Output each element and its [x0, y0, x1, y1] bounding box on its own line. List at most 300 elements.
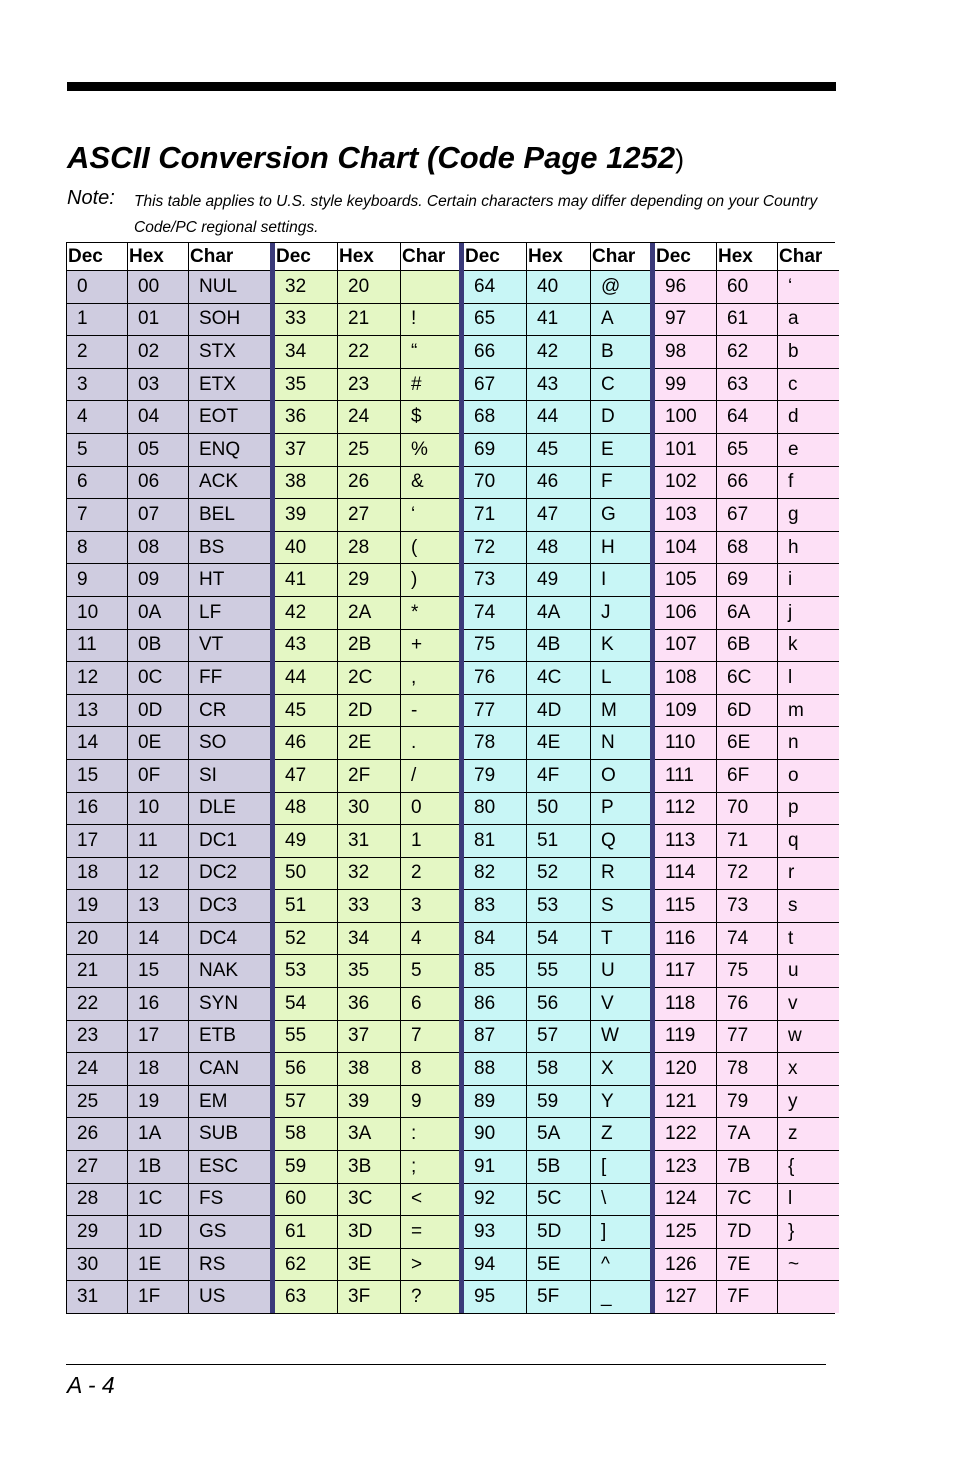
- hex-cell: 2E: [337, 727, 400, 759]
- dec-cell: 65: [464, 304, 526, 336]
- char-cell: o: [777, 760, 839, 792]
- dec-cell: 113: [655, 825, 716, 857]
- char-cell: y: [777, 1086, 839, 1118]
- table-row: [275, 630, 459, 663]
- hex-cell: 1B: [127, 1151, 188, 1183]
- table-row: [67, 793, 270, 826]
- dec-cell: 104: [655, 532, 716, 564]
- table-row: [67, 532, 270, 565]
- table-row: [464, 727, 650, 760]
- hex-cell: 4D: [526, 695, 590, 727]
- dec-cell: 12: [67, 662, 127, 694]
- table-row: [655, 760, 839, 793]
- table-row: [67, 760, 270, 793]
- char-cell: c: [777, 369, 839, 401]
- dec-cell: 119: [655, 1021, 716, 1053]
- dec-cell: 34: [275, 336, 337, 368]
- dec-cell: 74: [464, 597, 526, 629]
- table-row: [655, 1086, 839, 1119]
- char-cell: 7: [400, 1021, 459, 1053]
- hex-cell: 65: [716, 434, 777, 466]
- dec-cell: 120: [655, 1053, 716, 1085]
- table-row: [464, 630, 650, 663]
- char-cell: S: [590, 890, 650, 922]
- dec-cell: 67: [464, 369, 526, 401]
- char-cell: US: [188, 1281, 270, 1313]
- hex-cell: 67: [716, 499, 777, 531]
- dec-cell: 19: [67, 890, 127, 922]
- dec-cell: 2: [67, 336, 127, 368]
- table-row: [67, 499, 270, 532]
- dec-cell: 48: [275, 793, 337, 825]
- dec-cell: 71: [464, 499, 526, 531]
- char-cell: L: [590, 662, 650, 694]
- hex-cell: 13: [127, 890, 188, 922]
- hex-cell: 5A: [526, 1118, 590, 1150]
- dec-cell: 47: [275, 760, 337, 792]
- dec-cell: 33: [275, 304, 337, 336]
- table-row: [275, 1118, 459, 1151]
- hex-cell: 30: [337, 793, 400, 825]
- hex-cell: 39: [337, 1086, 400, 1118]
- dec-cell: 0: [67, 271, 127, 303]
- table-row: [67, 1151, 270, 1184]
- char-cell: V: [590, 988, 650, 1020]
- hex-cell: 05: [127, 434, 188, 466]
- dec-cell: 78: [464, 727, 526, 759]
- hex-cell: 0D: [127, 695, 188, 727]
- table-row: [275, 695, 459, 728]
- note-text: This table applies to U.S. style keyboards. Certain characters may differ depending on your Country Code/PC regional settings.: [134, 193, 818, 236]
- char-cell: DC2: [188, 858, 270, 890]
- table-row: [67, 1184, 270, 1217]
- dec-cell: 27: [67, 1151, 127, 1183]
- table-row: [67, 1118, 270, 1151]
- char-cell: ^: [590, 1249, 650, 1281]
- dec-cell: 79: [464, 760, 526, 792]
- char-cell: k: [777, 630, 839, 662]
- dec-cell: 59: [275, 1151, 337, 1183]
- table-row: [464, 499, 650, 532]
- table-row: [655, 597, 839, 630]
- table-row: [464, 401, 650, 434]
- table-row: [275, 988, 459, 1021]
- dec-cell: 102: [655, 467, 716, 499]
- table-row: [275, 727, 459, 760]
- hex-cell: 10: [127, 793, 188, 825]
- header-row: [275, 243, 459, 271]
- dec-cell: 111: [655, 760, 716, 792]
- table-row: [464, 1281, 650, 1313]
- table-row: [67, 923, 270, 956]
- char-cell: SI: [188, 760, 270, 792]
- dec-cell: 32: [275, 271, 337, 303]
- table-row: [464, 336, 650, 369]
- char-cell: FF: [188, 662, 270, 694]
- char-cell: :: [400, 1118, 459, 1150]
- char-cell: ;: [400, 1151, 459, 1183]
- column-group-1: [67, 243, 270, 1313]
- dec-cell: 80: [464, 793, 526, 825]
- table-row: [67, 597, 270, 630]
- dec-cell: 26: [67, 1118, 127, 1150]
- char-cell: H: [590, 532, 650, 564]
- header-hex: Hex: [337, 243, 400, 270]
- dec-cell: 92: [464, 1184, 526, 1216]
- table-row: [67, 1021, 270, 1054]
- table-row: [655, 304, 839, 337]
- dec-cell: 107: [655, 630, 716, 662]
- table-row: [464, 760, 650, 793]
- dec-cell: 87: [464, 1021, 526, 1053]
- table-row: [464, 923, 650, 956]
- char-cell: r: [777, 858, 839, 890]
- hex-cell: 01: [127, 304, 188, 336]
- hex-cell: 1A: [127, 1118, 188, 1150]
- hex-cell: 6D: [716, 695, 777, 727]
- dec-cell: 115: [655, 890, 716, 922]
- hex-cell: 69: [716, 564, 777, 596]
- table-row: [464, 304, 650, 337]
- hex-cell: 6F: [716, 760, 777, 792]
- char-cell: h: [777, 532, 839, 564]
- hex-cell: 63: [716, 369, 777, 401]
- hex-cell: 64: [716, 401, 777, 433]
- char-cell: *: [400, 597, 459, 629]
- hex-cell: 66: [716, 467, 777, 499]
- char-cell: SOH: [188, 304, 270, 336]
- char-cell: E: [590, 434, 650, 466]
- dec-cell: 84: [464, 923, 526, 955]
- hex-cell: 4F: [526, 760, 590, 792]
- char-cell: 1: [400, 825, 459, 857]
- hex-cell: 5F: [526, 1281, 590, 1313]
- dec-cell: 49: [275, 825, 337, 857]
- char-cell: 3: [400, 890, 459, 922]
- table-row: [655, 1216, 839, 1249]
- dec-cell: 10: [67, 597, 127, 629]
- char-cell: 8: [400, 1053, 459, 1085]
- char-cell: ‘: [400, 499, 459, 531]
- hex-cell: 4C: [526, 662, 590, 694]
- char-cell: N: [590, 727, 650, 759]
- table-row: [275, 793, 459, 826]
- hex-cell: 56: [526, 988, 590, 1020]
- char-cell: 2: [400, 858, 459, 890]
- table-row: [67, 1281, 270, 1313]
- char-cell: X: [590, 1053, 650, 1085]
- char-cell: EOT: [188, 401, 270, 433]
- char-cell: /: [400, 760, 459, 792]
- char-cell: x: [777, 1053, 839, 1085]
- dec-cell: 86: [464, 988, 526, 1020]
- hex-cell: 57: [526, 1021, 590, 1053]
- char-cell: I: [590, 564, 650, 596]
- dec-cell: 97: [655, 304, 716, 336]
- table-row: [655, 955, 839, 988]
- hex-cell: 2C: [337, 662, 400, 694]
- char-cell: HT: [188, 564, 270, 596]
- hex-cell: 27: [337, 499, 400, 531]
- hex-cell: 5D: [526, 1216, 590, 1248]
- hex-cell: 1F: [127, 1281, 188, 1313]
- column-group-4: [650, 243, 839, 1313]
- table-row: [67, 304, 270, 337]
- table-row: [275, 467, 459, 500]
- hex-cell: 20: [337, 271, 400, 303]
- dec-cell: 22: [67, 988, 127, 1020]
- char-cell: %: [400, 434, 459, 466]
- table-row: [464, 597, 650, 630]
- char-cell: w: [777, 1021, 839, 1053]
- dec-cell: 25: [67, 1086, 127, 1118]
- dec-cell: 106: [655, 597, 716, 629]
- table-row: [67, 955, 270, 988]
- hex-cell: 60: [716, 271, 777, 303]
- char-cell: CR: [188, 695, 270, 727]
- header-hex: Hex: [127, 243, 188, 270]
- hex-cell: 79: [716, 1086, 777, 1118]
- dec-cell: 56: [275, 1053, 337, 1085]
- table-row: [275, 304, 459, 337]
- table-row: [275, 434, 459, 467]
- hex-cell: 28: [337, 532, 400, 564]
- table-row: [275, 532, 459, 565]
- hex-cell: 6A: [716, 597, 777, 629]
- table-row: [464, 890, 650, 923]
- table-row: [464, 1249, 650, 1282]
- char-cell: [777, 1281, 839, 1313]
- dec-cell: 127: [655, 1281, 716, 1313]
- dec-cell: 70: [464, 467, 526, 499]
- table-row: [655, 271, 839, 304]
- dec-cell: 15: [67, 760, 127, 792]
- dec-cell: 14: [67, 727, 127, 759]
- dec-cell: 73: [464, 564, 526, 596]
- char-cell: m: [777, 695, 839, 727]
- char-cell: ENQ: [188, 434, 270, 466]
- table-row: [655, 499, 839, 532]
- table-row: [464, 271, 650, 304]
- dec-cell: 122: [655, 1118, 716, 1150]
- dec-cell: 112: [655, 793, 716, 825]
- dec-cell: 17: [67, 825, 127, 857]
- dec-cell: 31: [67, 1281, 127, 1313]
- char-cell: G: [590, 499, 650, 531]
- hex-cell: 12: [127, 858, 188, 890]
- char-cell: i: [777, 564, 839, 596]
- top-rule: [67, 82, 836, 91]
- hex-cell: 04: [127, 401, 188, 433]
- hex-cell: 3B: [337, 1151, 400, 1183]
- table-row: [464, 564, 650, 597]
- table-row: [275, 1053, 459, 1086]
- hex-cell: 17: [127, 1021, 188, 1053]
- char-cell: DC1: [188, 825, 270, 857]
- char-cell: t: [777, 923, 839, 955]
- dec-cell: 38: [275, 467, 337, 499]
- dec-cell: 40: [275, 532, 337, 564]
- char-cell: f: [777, 467, 839, 499]
- char-cell: C: [590, 369, 650, 401]
- dec-cell: 8: [67, 532, 127, 564]
- char-cell: “: [400, 336, 459, 368]
- char-cell: 4: [400, 923, 459, 955]
- table-row: [655, 727, 839, 760]
- hex-cell: 2D: [337, 695, 400, 727]
- hex-cell: 4E: [526, 727, 590, 759]
- char-cell: v: [777, 988, 839, 1020]
- char-cell: (: [400, 532, 459, 564]
- header-hex: Hex: [526, 243, 590, 270]
- char-cell: K: [590, 630, 650, 662]
- hex-cell: 3C: [337, 1184, 400, 1216]
- table-row: [655, 1053, 839, 1086]
- table-row: [67, 825, 270, 858]
- dec-cell: 121: [655, 1086, 716, 1118]
- char-cell: s: [777, 890, 839, 922]
- hex-cell: 6E: [716, 727, 777, 759]
- char-cell: W: [590, 1021, 650, 1053]
- hex-cell: 51: [526, 825, 590, 857]
- hex-cell: 45: [526, 434, 590, 466]
- page-title: [67, 140, 684, 176]
- char-cell: d: [777, 401, 839, 433]
- hex-cell: 15: [127, 955, 188, 987]
- hex-cell: 1D: [127, 1216, 188, 1248]
- char-cell: l: [777, 662, 839, 694]
- table-row: [275, 1151, 459, 1184]
- table-row: [655, 695, 839, 728]
- char-cell: DLE: [188, 793, 270, 825]
- hex-cell: 42: [526, 336, 590, 368]
- char-cell: p: [777, 793, 839, 825]
- table-row: [67, 662, 270, 695]
- char-cell: NAK: [188, 955, 270, 987]
- table-row: [67, 271, 270, 304]
- column-group-3: [459, 243, 650, 1313]
- hex-cell: 06: [127, 467, 188, 499]
- hex-cell: 26: [337, 467, 400, 499]
- dec-cell: 1: [67, 304, 127, 336]
- hex-cell: 0B: [127, 630, 188, 662]
- char-cell: a: [777, 304, 839, 336]
- dec-cell: 88: [464, 1053, 526, 1085]
- dec-cell: 124: [655, 1184, 716, 1216]
- char-cell: F: [590, 467, 650, 499]
- char-cell: Q: [590, 825, 650, 857]
- dec-cell: 100: [655, 401, 716, 433]
- hex-cell: 02: [127, 336, 188, 368]
- dec-cell: 109: [655, 695, 716, 727]
- char-cell: ,: [400, 662, 459, 694]
- table-row: [67, 336, 270, 369]
- dec-cell: 99: [655, 369, 716, 401]
- table-row: [464, 434, 650, 467]
- char-cell: T: [590, 923, 650, 955]
- dec-cell: 68: [464, 401, 526, 433]
- dec-cell: 55: [275, 1021, 337, 1053]
- dec-cell: 98: [655, 336, 716, 368]
- hex-cell: 1E: [127, 1249, 188, 1281]
- char-cell: [400, 271, 459, 303]
- char-cell: ETB: [188, 1021, 270, 1053]
- table-row: [464, 532, 650, 565]
- table-row: [67, 630, 270, 663]
- header-dec: Dec: [275, 243, 337, 270]
- header-char: Char: [590, 243, 650, 270]
- char-cell: 5: [400, 955, 459, 987]
- table-row: [67, 1053, 270, 1086]
- hex-cell: 2F: [337, 760, 400, 792]
- hex-cell: 7C: [716, 1184, 777, 1216]
- dec-cell: 114: [655, 858, 716, 890]
- hex-cell: 19: [127, 1086, 188, 1118]
- table-row: [464, 369, 650, 402]
- table-row: [67, 401, 270, 434]
- table-row: [655, 662, 839, 695]
- hex-cell: 48: [526, 532, 590, 564]
- hex-cell: 7F: [716, 1281, 777, 1313]
- char-cell: STX: [188, 336, 270, 368]
- dec-cell: 50: [275, 858, 337, 890]
- char-cell: }: [777, 1216, 839, 1248]
- dec-cell: 85: [464, 955, 526, 987]
- char-cell: g: [777, 499, 839, 531]
- dec-cell: 20: [67, 923, 127, 955]
- header-char: Char: [777, 243, 839, 270]
- dec-cell: 72: [464, 532, 526, 564]
- dec-cell: 7: [67, 499, 127, 531]
- hex-cell: 5C: [526, 1184, 590, 1216]
- header-dec: Dec: [655, 243, 716, 270]
- dec-cell: 36: [275, 401, 337, 433]
- char-cell: _: [590, 1281, 650, 1313]
- table-row: [464, 1118, 650, 1151]
- table-row: [464, 955, 650, 988]
- char-cell: ~: [777, 1249, 839, 1281]
- hex-cell: 50: [526, 793, 590, 825]
- table-row: [655, 793, 839, 826]
- dec-cell: 89: [464, 1086, 526, 1118]
- char-cell: SUB: [188, 1118, 270, 1150]
- dec-cell: 21: [67, 955, 127, 987]
- table-row: [67, 564, 270, 597]
- dec-cell: 125: [655, 1216, 716, 1248]
- dec-cell: 16: [67, 793, 127, 825]
- dec-cell: 63: [275, 1281, 337, 1313]
- table-row: [275, 825, 459, 858]
- table-row: [275, 1184, 459, 1217]
- table-row: [67, 434, 270, 467]
- table-row: [275, 890, 459, 923]
- table-row: [275, 662, 459, 695]
- page-title-paren: ): [675, 144, 685, 174]
- dec-cell: 105: [655, 564, 716, 596]
- char-cell: SYN: [188, 988, 270, 1020]
- char-cell: +: [400, 630, 459, 662]
- table-row: [655, 890, 839, 923]
- hex-cell: 25: [337, 434, 400, 466]
- char-cell: ACK: [188, 467, 270, 499]
- table-row: [655, 434, 839, 467]
- char-cell: DC4: [188, 923, 270, 955]
- table-row: [67, 1216, 270, 1249]
- table-row: [655, 1118, 839, 1151]
- hex-cell: 22: [337, 336, 400, 368]
- char-cell: [: [590, 1151, 650, 1183]
- table-row: [464, 858, 650, 891]
